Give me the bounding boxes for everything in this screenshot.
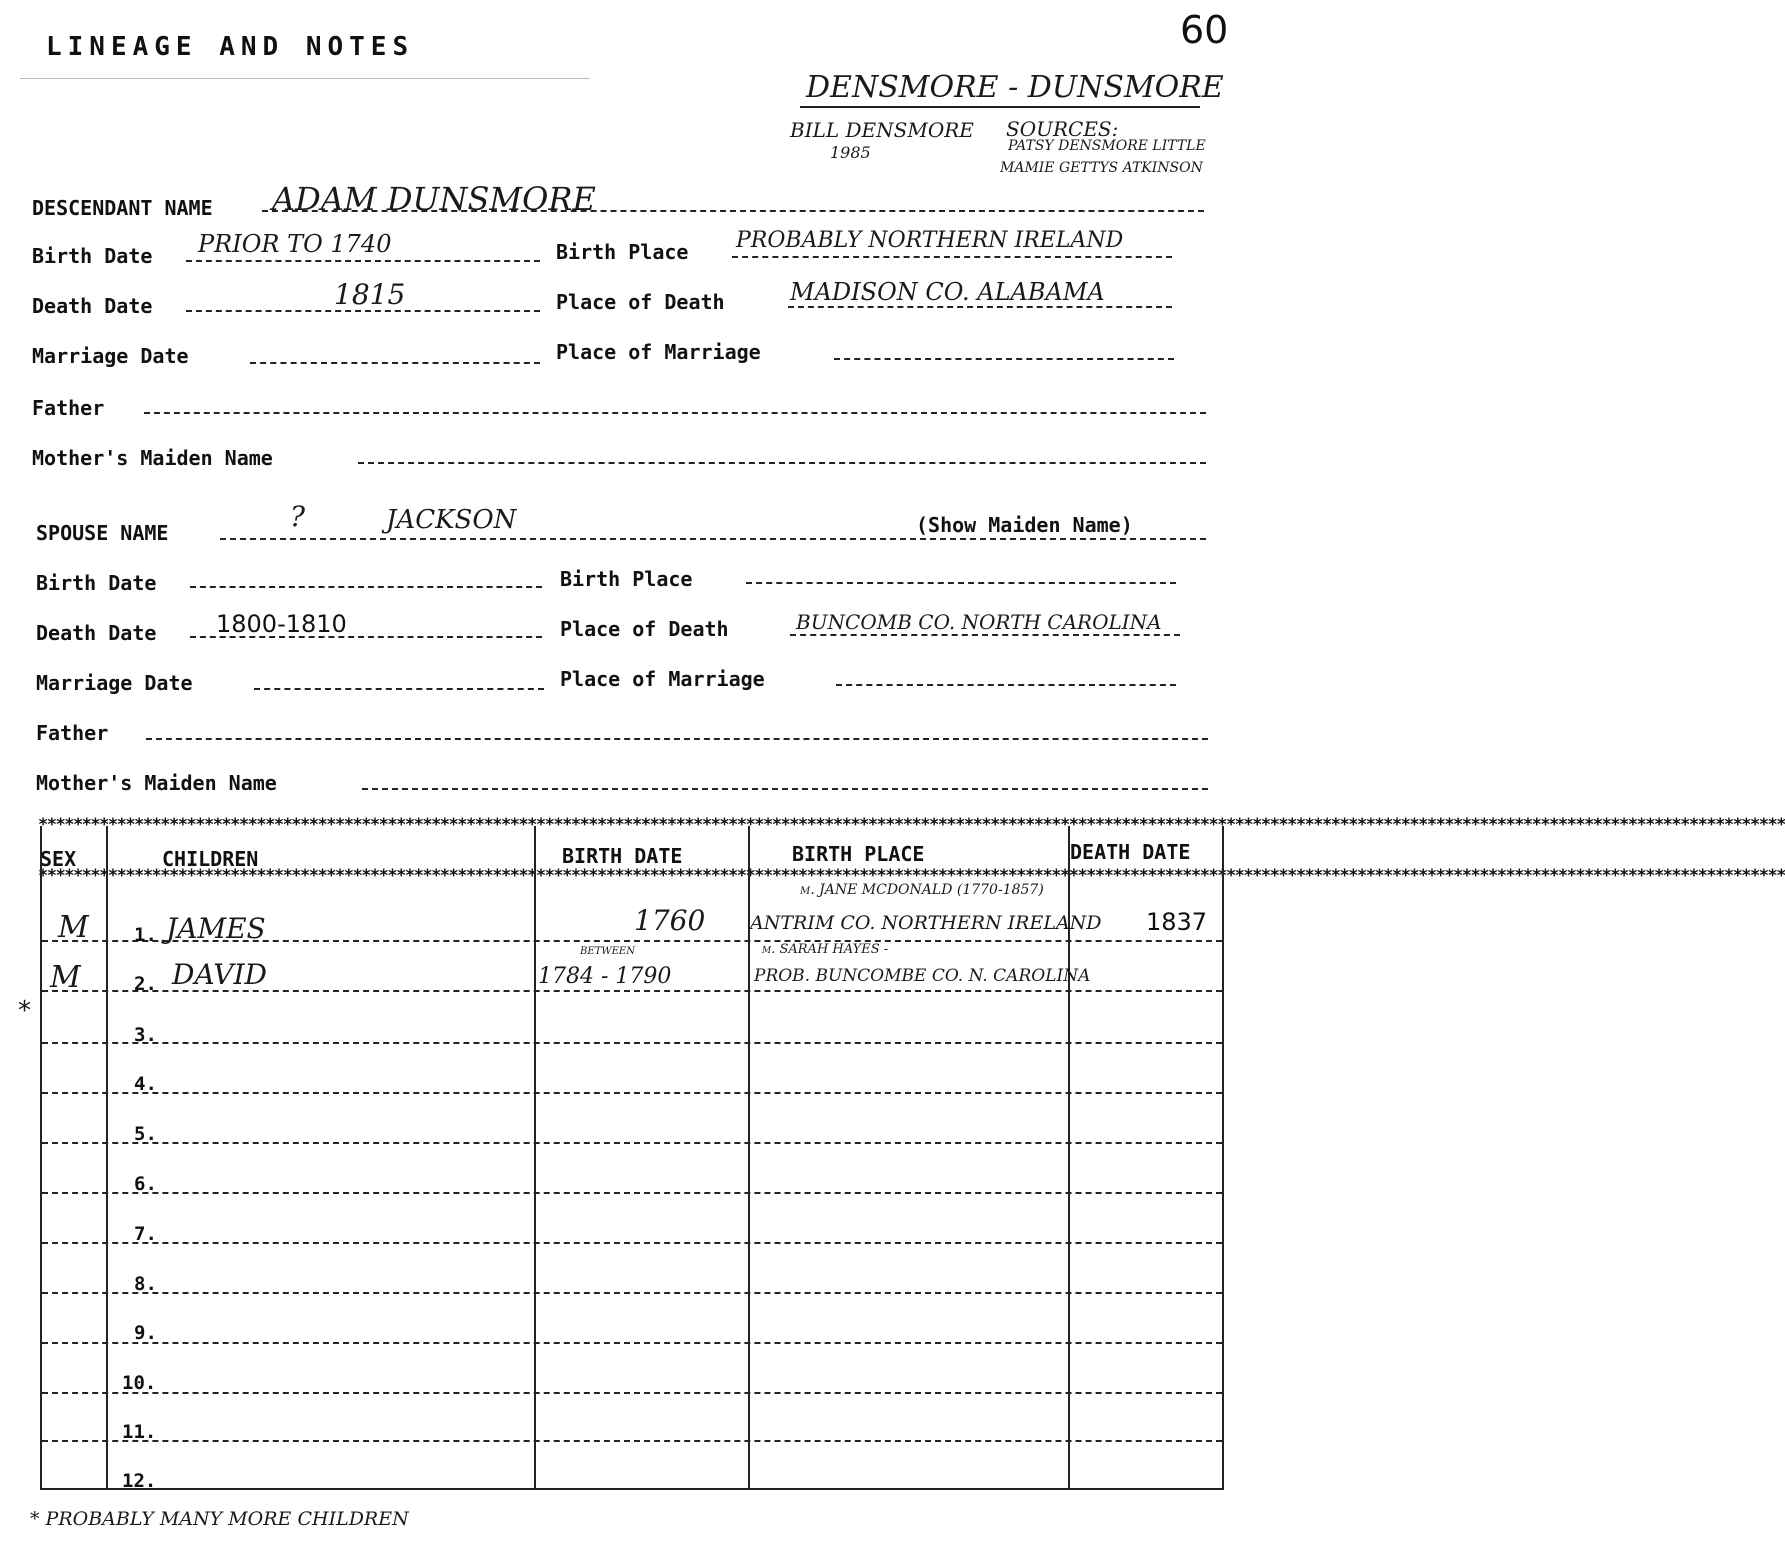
- row-number-1: 1.: [134, 924, 157, 946]
- descendant-marriage-date-line: [250, 362, 540, 364]
- descendant-marriage-place-label: Place of Marriage: [556, 340, 761, 364]
- row-number-9: 9.: [134, 1322, 157, 1344]
- surname-underline: [800, 106, 1200, 108]
- spouse-marriage-date-label: Marriage Date: [36, 671, 193, 695]
- descendant-death-place-line: [788, 306, 1172, 308]
- child2-sex: M: [50, 960, 81, 995]
- spouse-death-place-line: [790, 634, 1180, 636]
- footnote: * PROBABLY MANY MORE CHILDREN: [30, 1508, 409, 1530]
- row-line-7: [42, 1242, 1222, 1244]
- row-line-3: [42, 1042, 1222, 1044]
- row-line-6: [42, 1192, 1222, 1194]
- descendant-birth-date-value: PRIOR TO 1740: [198, 230, 392, 258]
- row-number-3: 3.: [134, 1024, 157, 1046]
- descendant-marriage-place-line: [834, 358, 1174, 360]
- descendant-mother-label: Mother's Maiden Name: [32, 446, 273, 470]
- compiler-year: 1985: [830, 143, 871, 162]
- row-line-5: [42, 1142, 1222, 1144]
- child2-birth-place: PROB. BUNCOMBE CO. N. CAROLINA: [754, 966, 1091, 986]
- spouse-mother-line: [362, 788, 1208, 790]
- child1-sex: M: [58, 910, 89, 945]
- child1-birth-date: 1760: [634, 904, 706, 937]
- descendant-death-place-value: MADISON CO. ALABAMA: [790, 278, 1105, 306]
- sources-label: SOURCES:: [1006, 117, 1119, 141]
- child2-birth-date: 1784 - 1790: [538, 964, 672, 989]
- descendant-mother-line: [358, 462, 1206, 464]
- source-2: MAMIE GETTYS ATKINSON: [1000, 160, 1203, 176]
- descendant-birth-place-label: Birth Place: [556, 240, 689, 264]
- child1-birth-place: ANTRIM CO. NORTHERN IRELAND: [750, 912, 1102, 934]
- spouse-name-line: [220, 538, 1206, 540]
- page-number: 60: [1180, 8, 1229, 52]
- spouse-death-date-value: 1800-1810: [216, 610, 347, 638]
- header-sex: SEX: [40, 847, 77, 871]
- child2-name: DAVID: [172, 958, 268, 991]
- row-line-4: [42, 1092, 1222, 1094]
- row-number-4: 4.: [134, 1073, 157, 1095]
- table-top-star-border: ********************************************************************************************************************************************************************************************************: [38, 815, 1785, 835]
- spouse-birth-place-label: Birth Place: [560, 567, 693, 591]
- descendant-marriage-date-label: Marriage Date: [32, 344, 189, 368]
- child1-marriage-note: m. JANE MCDONALD (1770-1857): [800, 882, 1044, 898]
- surname-heading: DENSMORE - DUNSMORE: [806, 70, 1224, 105]
- child1-name: JAMES: [166, 912, 266, 945]
- descendant-birth-date-line: [186, 260, 540, 262]
- header-birth-place: BIRTH PLACE: [792, 842, 925, 866]
- spouse-death-place-value: BUNCOMB CO. NORTH CAROLINA: [796, 610, 1162, 634]
- spouse-birth-place-line: [746, 582, 1176, 584]
- header-children: CHILDREN: [162, 847, 259, 871]
- row-number-2: 2.: [134, 973, 157, 995]
- descendant-father-label: Father: [32, 396, 105, 420]
- child2-marriage-note: m. SARAH HAYES -: [762, 942, 889, 957]
- table-header-star-border: ********************************************************************************************************************************************************************************************************: [38, 866, 1785, 886]
- spouse-death-place-label: Place of Death: [560, 617, 729, 641]
- spouse-name-value: JACKSON: [386, 505, 517, 535]
- row-number-5: 5.: [134, 1123, 157, 1145]
- row-number-6: 6.: [134, 1173, 157, 1195]
- spouse-birth-date-line: [190, 586, 542, 588]
- header-death-date: DEATH DATE: [1070, 840, 1191, 864]
- descendant-death-date-value: 1815: [334, 278, 406, 311]
- spouse-father-label: Father: [36, 721, 109, 745]
- row-number-10: 10.: [122, 1372, 157, 1394]
- source-1: PATSY DENSMORE LITTLE: [1008, 138, 1206, 154]
- descendant-birth-date-label: Birth Date: [32, 244, 153, 268]
- row-number-8: 8.: [134, 1273, 157, 1295]
- spouse-father-line: [146, 738, 1208, 740]
- row-line-8: [42, 1292, 1222, 1294]
- spouse-birth-date-label: Birth Date: [36, 571, 157, 595]
- child1-death-date: 1837: [1146, 908, 1208, 936]
- spouse-marriage-place-label: Place of Marriage: [560, 667, 765, 691]
- row-line-11: [42, 1440, 1222, 1442]
- descendant-death-date-label: Death Date: [32, 294, 153, 318]
- descendant-death-place-label: Place of Death: [556, 290, 725, 314]
- descendant-name-value: ADAM DUNSMORE: [272, 180, 596, 218]
- spouse-death-date-label: Death Date: [36, 621, 157, 645]
- title-underline: [20, 78, 590, 79]
- table-right-border: [1222, 826, 1224, 1490]
- header-birth-date: BIRTH DATE: [562, 844, 683, 868]
- row-line-10: [42, 1392, 1222, 1394]
- table-bottom-border: [42, 1488, 1224, 1490]
- form-title: LINEAGE AND NOTES: [46, 32, 415, 62]
- spouse-mother-label: Mother's Maiden Name: [36, 771, 277, 795]
- spouse-marriage-date-line: [254, 688, 544, 690]
- spouse-marriage-place-line: [836, 684, 1176, 686]
- descendant-father-line: [144, 412, 1206, 414]
- row-number-12: 12.: [122, 1470, 157, 1492]
- spouse-name-label: SPOUSE NAME: [36, 521, 169, 545]
- child2-birth-date-note: between: [580, 942, 635, 958]
- compiler-name: BILL DENSMORE: [790, 118, 974, 142]
- asterisk-mark: *: [18, 996, 31, 1026]
- spouse-name-question: ?: [290, 500, 306, 533]
- table-left-border: [40, 826, 42, 1490]
- col-divider-sex: [106, 826, 108, 1490]
- maiden-name-hint: (Show Maiden Name): [916, 513, 1133, 537]
- row-line-9: [42, 1342, 1222, 1344]
- col-divider-children: [534, 826, 536, 1490]
- descendant-birth-place-line: [732, 256, 1172, 258]
- row-number-7: 7.: [134, 1223, 157, 1245]
- descendant-birth-place-value: PROBABLY NORTHERN IRELAND: [736, 228, 1124, 253]
- descendant-name-label: DESCENDANT NAME: [32, 196, 213, 220]
- row-number-11: 11.: [122, 1421, 157, 1443]
